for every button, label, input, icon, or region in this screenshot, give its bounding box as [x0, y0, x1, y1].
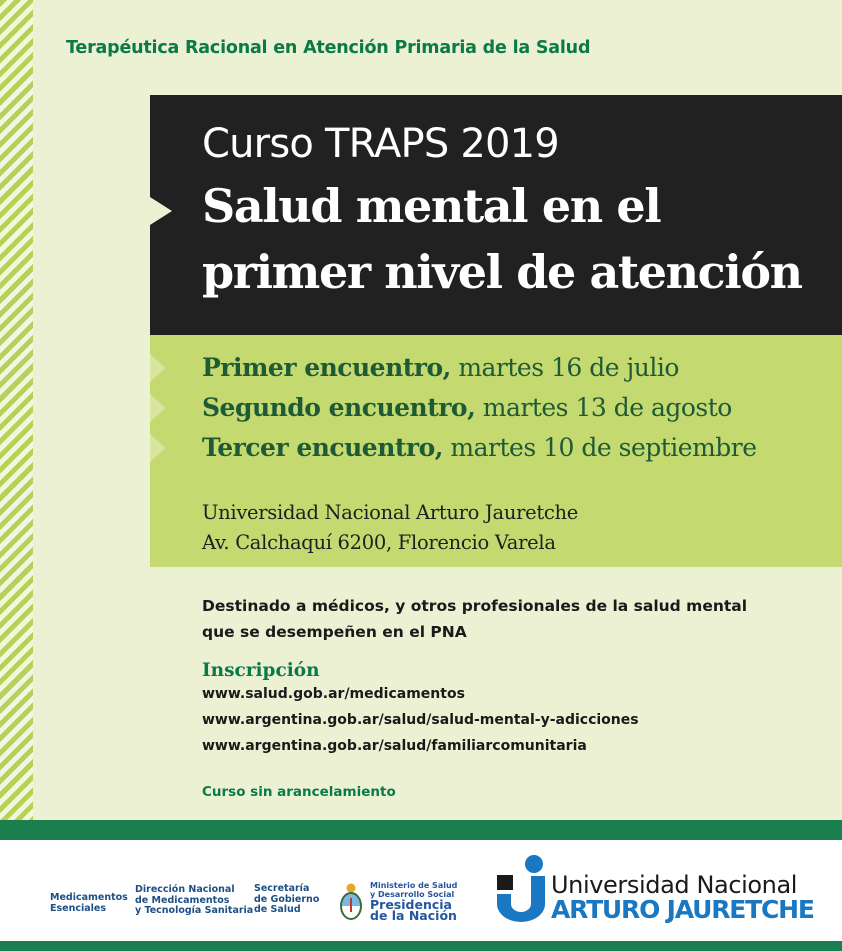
audience-line-1: Destinado a médicos, y otros profesionales de la salud mental [202, 597, 748, 615]
unaj-logo-icon [497, 854, 545, 922]
logo-secretaria-salud: Secretaría de Gobierno de Salud [254, 883, 320, 915]
university-name: Universidad Nacional [551, 871, 798, 899]
footer-bottom-bar [0, 941, 842, 951]
logo-medicamentos-esenciales: Medicamentos Esenciales [50, 892, 128, 914]
registration-link[interactable]: www.argentina.gob.ar/salud/familiarcomunitaria [202, 738, 587, 754]
program-name: Terapéutica Racional en Atención Primaria de la Salud [66, 38, 591, 58]
session-3: Tercer encuentro, martes 10 de septiembre [202, 433, 757, 462]
venue-name: Universidad Nacional Arturo Jauretche [202, 501, 579, 524]
bullet-marker-icon [150, 354, 166, 382]
registration-heading: Inscripción [202, 660, 320, 681]
course-title-line-1: Salud mental en el [202, 179, 661, 233]
footer-top-bar [0, 820, 842, 840]
schedule-panel [150, 335, 842, 567]
arrow-marker-icon [150, 197, 172, 225]
striped-border [0, 0, 33, 820]
logo-direccion-nacional: Dirección Nacional de Medicamentos y Tecnología Sanitaria [135, 884, 254, 916]
argentina-coat-of-arms-icon [338, 882, 364, 922]
course-title-line-2: primer nivel de atención [202, 245, 802, 299]
audience-line-2: que se desempeñen en el PNA [202, 623, 467, 641]
logo-ministerio-presidencia: Ministerio de Salud y Desarrollo Social Presidencia de la Nación [370, 881, 458, 923]
bullet-marker-icon [150, 434, 166, 462]
session-1: Primer encuentro, martes 16 de julio [202, 353, 679, 382]
registration-link[interactable]: www.argentina.gob.ar/salud/salud-mental-y-adicciones [202, 712, 639, 728]
course-label: Curso TRAPS 2019 [202, 121, 559, 167]
venue-address: Av. Calchaquí 6200, Florencio Varela [202, 531, 556, 554]
registration-link[interactable]: www.salud.gob.ar/medicamentos [202, 686, 465, 702]
fee-note: Curso sin arancelamiento [202, 784, 396, 800]
session-2: Segundo encuentro, martes 13 de agosto [202, 393, 732, 422]
bullet-marker-icon [150, 394, 166, 422]
university-name-bold: ARTURO JAURETCHE [551, 895, 814, 924]
title-panel [150, 95, 842, 335]
